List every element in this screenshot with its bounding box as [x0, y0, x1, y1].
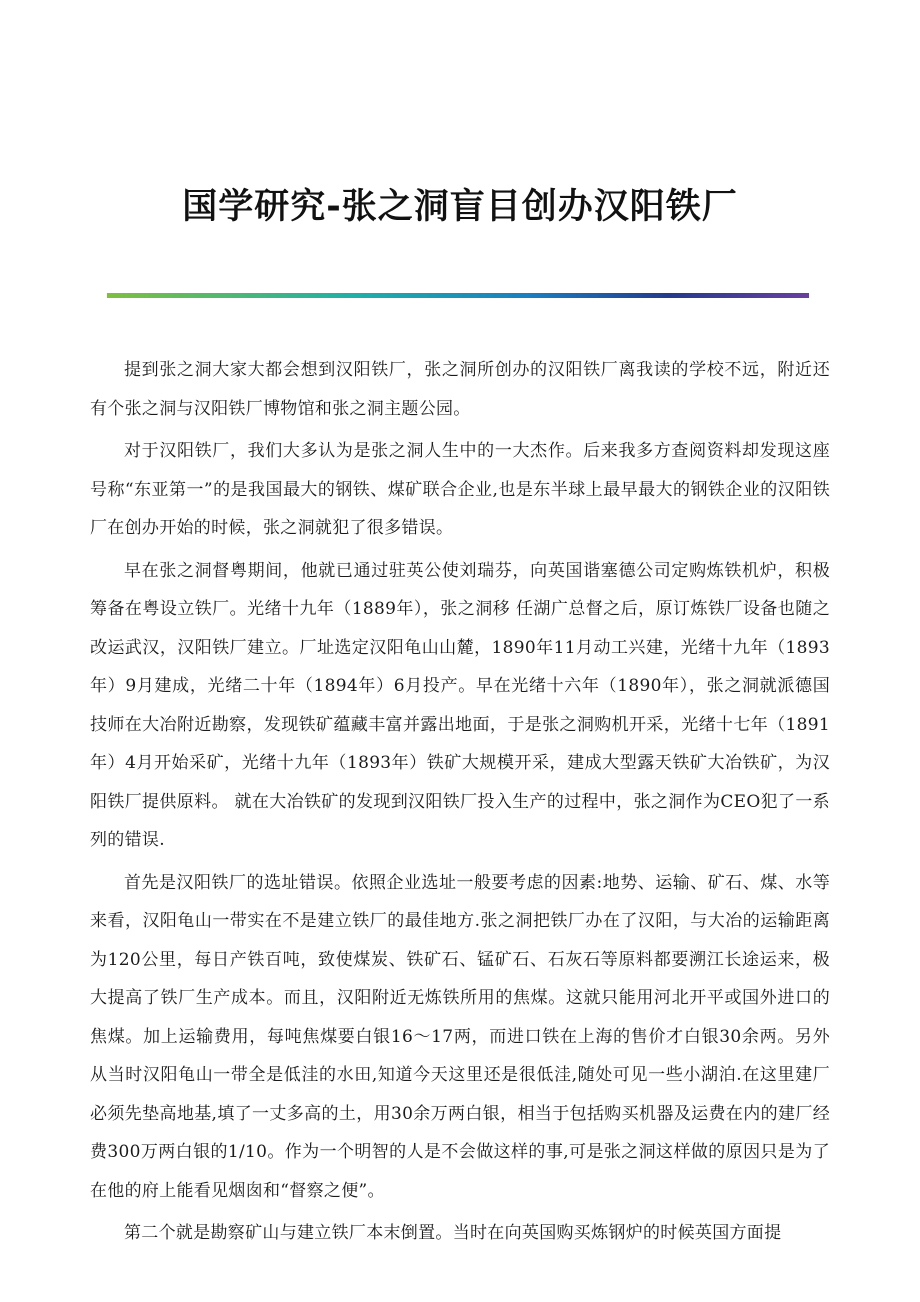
paragraph: 提到张之洞大家大都会想到汉阳铁厂，张之洞所创办的汉阳铁厂离我读的学校不远，附近还有个张之洞与汉阳铁厂博物馆和张之洞主题公园。: [90, 360, 830, 419]
paragraph: 首先是汉阳铁厂的选址错误。依照企业选址一般要考虑的因素:地势、运输、矿石、煤、水等来看，汉阳龟山一带实在不是建立铁厂的最佳地方.张之洞把铁厂办在了汉阳，与大冶的运输距离为120公里，每日产铁百吨，致使煤炭、铁矿石、锰矿石、石灰石等原料都要溯江长途运来，极大提高了铁厂生产成本。而且，汉阳附近无炼铁所用的焦煤。这就只能用河北开平或国外进口的焦煤。加上运输费用，每吨焦煤要白银16～17两，而进口铁在上海的售价才白银30余两。另外从当时汉阳龟山一带全是低洼的水田,知道今天这里还是很低洼,随处可见一些小湖泊.在这里建厂必须先垫高地基,填了一丈多高的土，用30余万两白银，相当于包括购买机器及运费在内的建厂经费300万两白银的1/10。作为一个明智的人是不会做这样的事,可是张之洞这样做的原因只是为了在他的府上能看见烟囱和“督察之便”。: [90, 872, 830, 1201]
document-body: [90, 351, 830, 1257]
document-title: 国学研究-张之洞盲目创办汉阳铁厂: [182, 187, 738, 227]
paragraph: 第二个就是勘察矿山与建立铁厂本末倒置。当时在向英国购买炼钢炉的时候英国方面提: [124, 1223, 782, 1243]
title-divider: [107, 293, 809, 298]
paragraph: 对于汉阳铁厂，我们大多认为是张之洞人生中的一大杰作。后来我多方查阅资料却发现这座号称“东亚第一”的是我国最大的钢铁、煤矿联合企业,也是东半球上最早最大的钢铁企业的汉阳铁厂在创办开始的时候，张之洞就犯了很多错误。: [90, 441, 830, 538]
paragraph: 早在张之洞督粤期间，他就已通过驻英公使刘瑞芬，向英国谐塞德公司定购炼铁机炉，积极筹备在粤设立铁厂。光绪十九年（1889年），张之洞移 任湖广总督之后，原订炼铁厂设备也随之改运武汉，汉阳铁厂建立。厂址选定汉阳龟山山麓，1890年11月动工兴建，光绪十九年（1893年）9月建成，光绪二十年（1894年）6月投产。早在光绪十六年（1890年），张之洞就派德国技师在大冶附近勘察，发现铁矿蕴藏丰富并露出地面，于是张之洞购机开采，光绪十七年（1891年）4月开始采矿，光绪十九年（1893年）铁矿大规模开采，建成大型露天铁矿大冶铁矿，为汉阳铁厂提供原料。 就在大冶铁矿的发现到汉阳铁厂投入生产的过程中，张之洞作为CEO犯了一系列的错误.: [90, 560, 830, 850]
